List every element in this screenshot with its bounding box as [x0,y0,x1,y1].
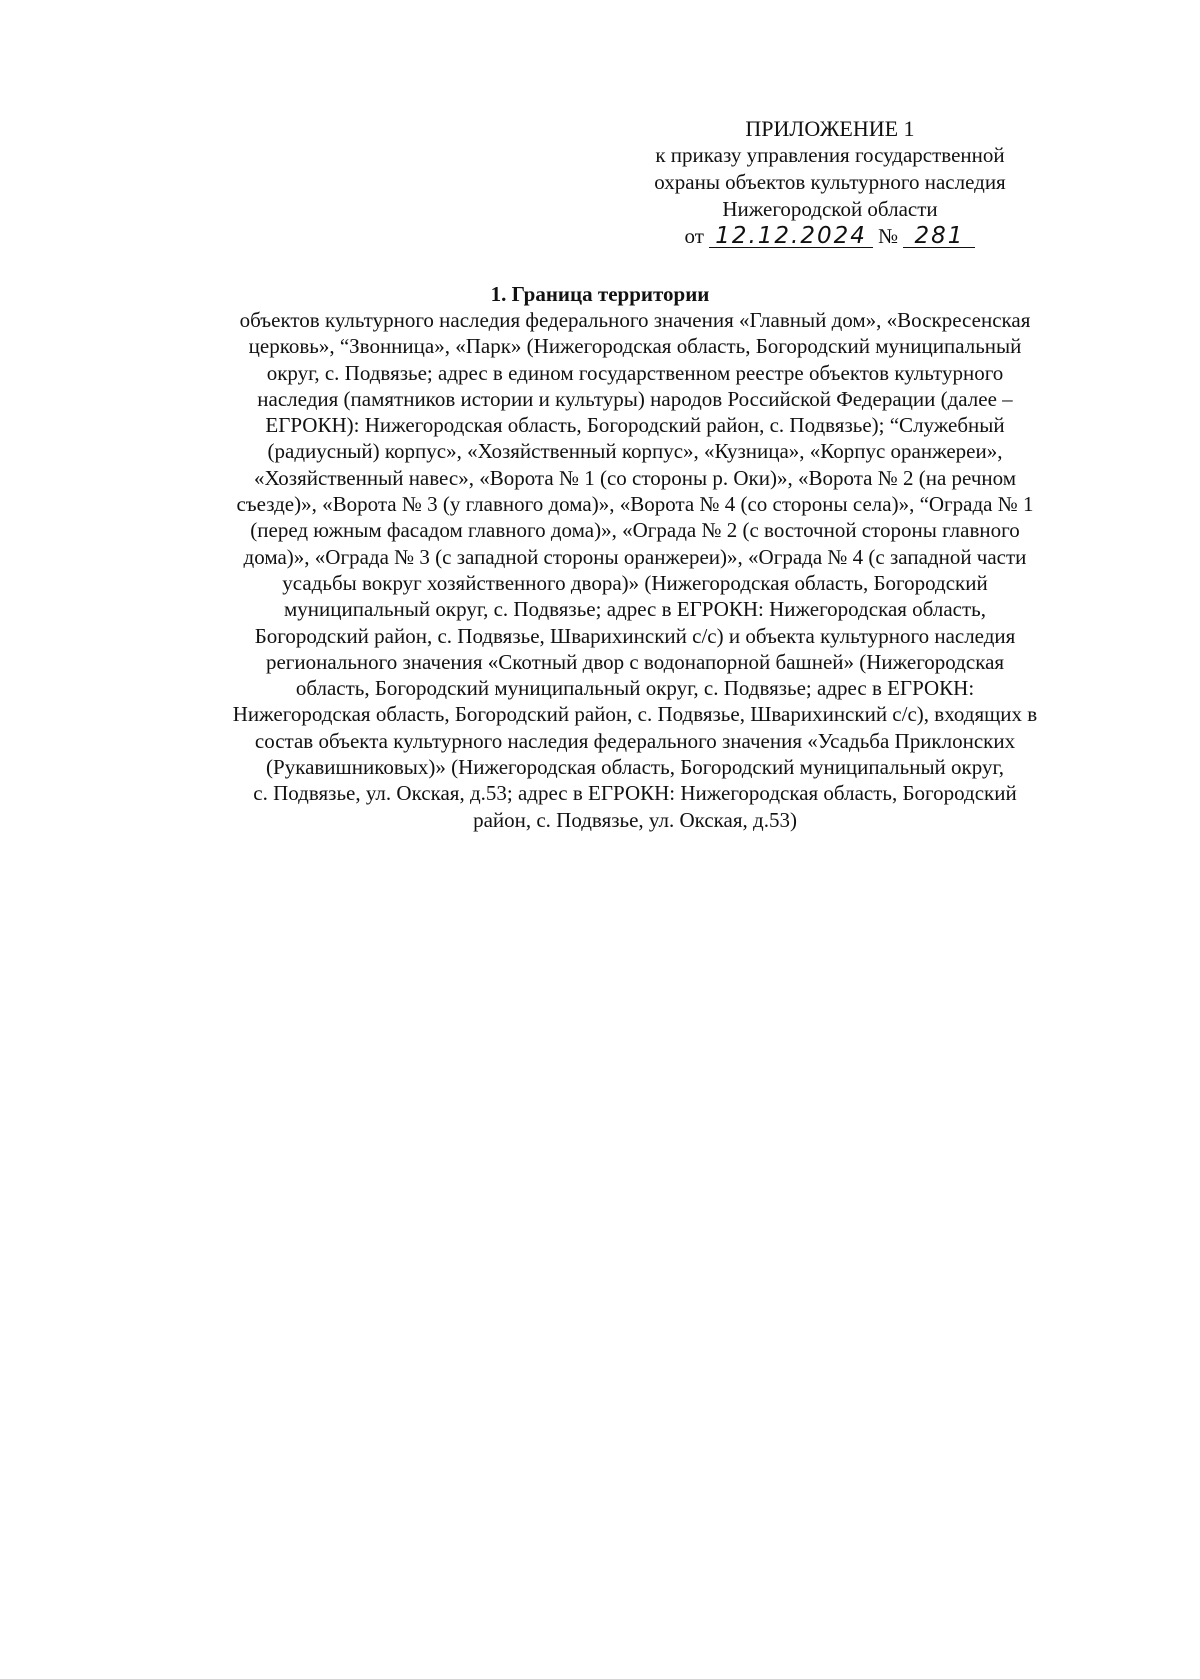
appendix-title: ПРИЛОЖЕНИЕ 1 [745,116,915,141]
territory-description [180,307,1090,833]
body-line: съезде)», «Ворота № 3 (у главного дома)», «Ворота № 4 (со стороны села)», “Ограда № 1 [236,492,1034,517]
body-line: область, Богородский муниципальный округ, с. Подвязье; адрес в ЕГРОКН: [295,676,975,701]
order-date-number [600,223,1060,250]
body-line: Нижегородская область, Богородский район, с. Подвязье, Шварихинский с/с), входящих в [232,702,1038,727]
section-heading: 1. Граница территории [490,282,710,306]
body-line: усадьбы вокруг хозяйственного двора)» (Нижегородская область, Богородский [282,570,988,595]
body-line: район, с. Подвязье, ул. Окская, д.53) [473,807,797,832]
appendix-line-1: к приказу управления государственной [655,143,1005,167]
date-prefix: от [684,224,704,248]
appendix-line-3: Нижегородской области [722,197,938,221]
handwritten-date: 12.12.2024 [709,225,873,248]
body-line: округ, с. Подвязье; адрес в едином государственном реестре объектов культурного [266,360,1004,385]
body-line: «Хозяйственный навес», «Ворота № 1 (со стороны р. Оки)», «Ворота № 2 (на речном [253,465,1017,490]
body-line: Богородский район, с. Подвязье, Шварихинский с/с) и объекта культурного наследия [254,623,1016,648]
body-line: (Рукавишниковых)» (Нижегородская область, Богородский муниципальный округ, [266,755,1004,780]
body-line: дома)», «Ограда № 3 (с западной стороны оранжереи)», «Ограда № 4 (с западной части [243,544,1027,569]
body-line: ЕГРОКН): Нижегородская область, Богородский район, с. Подвязье); “Служебный [265,413,1005,438]
body-line: (радиусный) корпус», «Хозяйственный корпус», «Кузница», «Корпус оранжереи», [267,439,1003,464]
appendix-header [600,115,1060,250]
body-line: объектов культурного наследия федерального значения «Главный дом», «Воскресенская [239,308,1031,332]
body-line: с. Подвязье, ул. Окская, д.53; адрес в ЕГРОКН: Нижегородская область, Богородский [253,781,1017,806]
body-line: церковь», “Звонница», «Парк» (Нижегородская область, Богородский муниципальный [248,334,1022,359]
body-line: состав объекта культурного наследия федерального значения «Усадьба Приклонских [254,728,1016,753]
appendix-line-2: охраны объектов культурного наследия [654,170,1006,194]
body-line: муниципальный округ, с. Подвязье; адрес в ЕГРОКН: Нижегородская область, [284,597,986,622]
body-line: (перед южным фасадом главного дома)», «Ограда № 2 (с восточной стороны главного [250,518,1020,543]
number-prefix: № [878,224,899,248]
body-line: регионального значения «Скотный двор с водонапорной башней» (Нижегородская [265,649,1005,674]
handwritten-number: 281 [903,225,975,248]
body-line: наследия (памятников истории и культуры) народов Российской Федерации (далее – [257,386,1013,411]
